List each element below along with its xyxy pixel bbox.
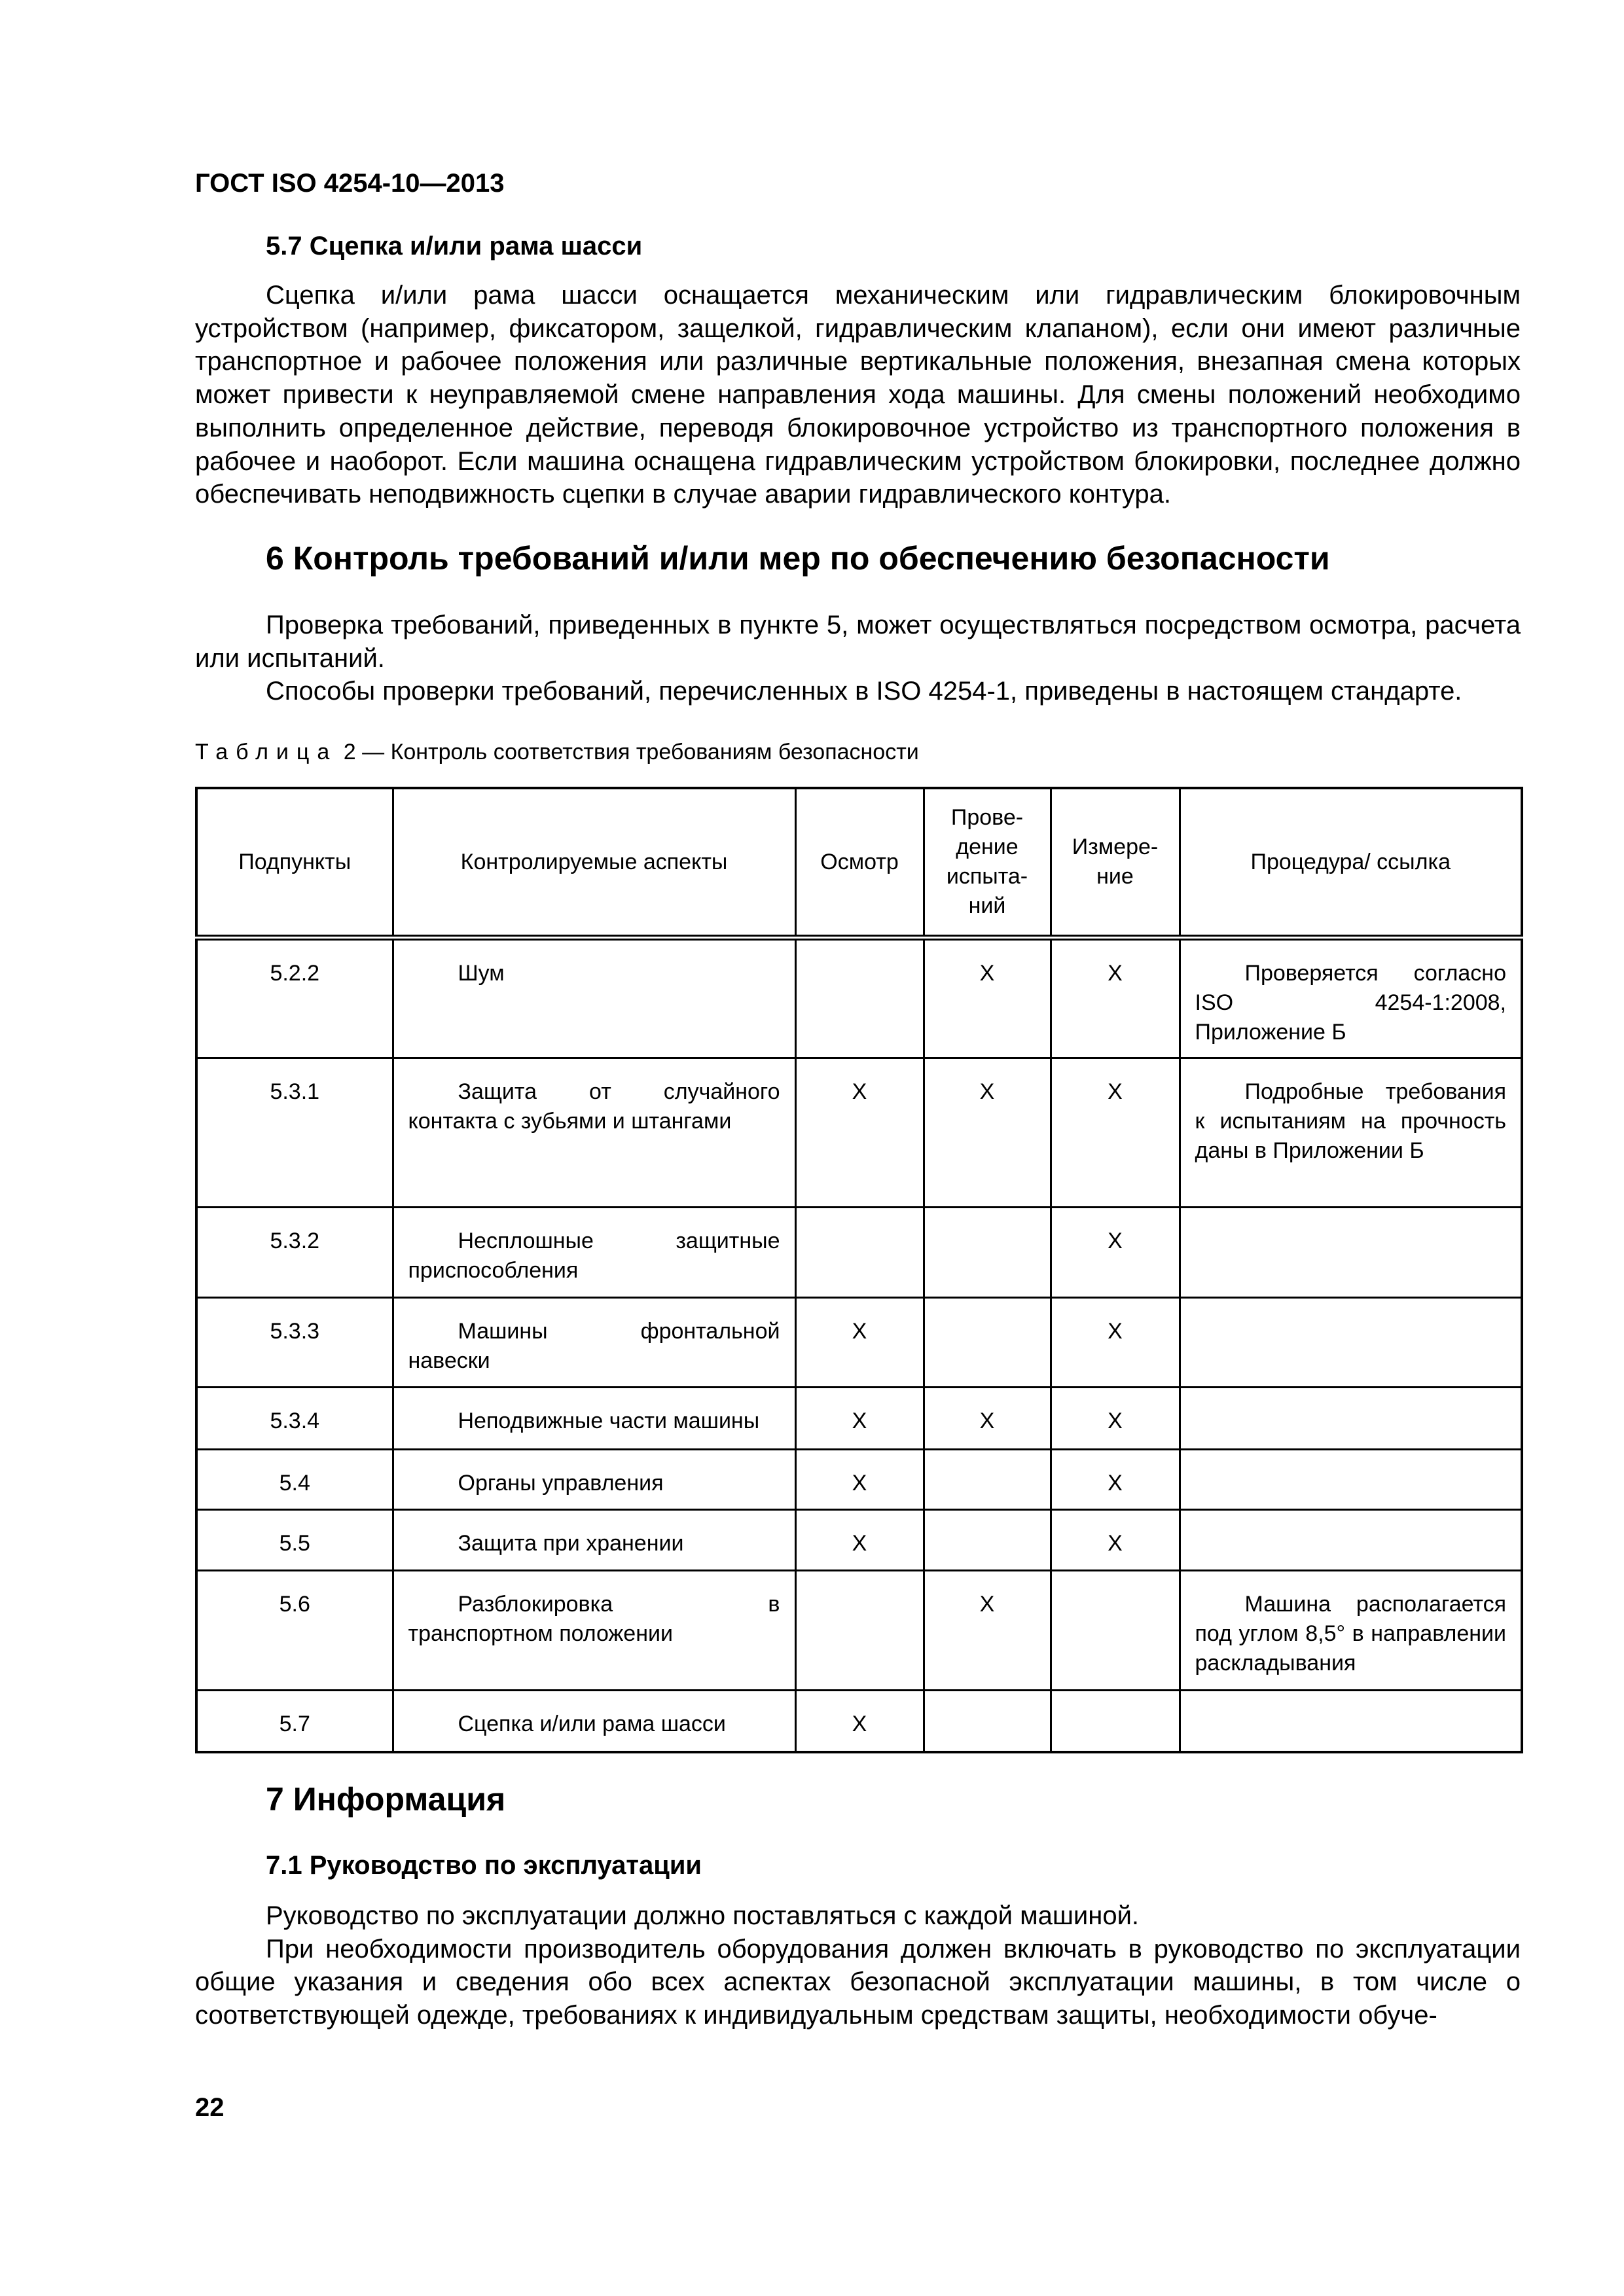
cell-text: Подробные требования к испытаниям на прочность даны в Приложении Б [1195, 1079, 1506, 1163]
caption-text: 2 — Контроль соответствия требованиям безопасности [343, 740, 919, 764]
cell-text: X [1108, 1531, 1123, 1556]
inspection-cell [795, 1510, 924, 1571]
test-cell [924, 938, 1051, 1058]
aspect-cell [393, 1298, 795, 1388]
test-cell [924, 1208, 1051, 1298]
cell-text: X [1108, 1408, 1123, 1433]
test-cell [924, 1571, 1051, 1691]
test-cell [924, 1298, 1051, 1388]
header-subclause: Подпункты [196, 788, 393, 938]
document-header: ГОСТ ISO 4254-10—2013 [195, 169, 505, 198]
aspect-cell [393, 1450, 795, 1510]
cell-text: Шум [458, 961, 505, 986]
section-7-1-title: 7.1 Руководство по эксплуатации [266, 1851, 702, 1880]
aspect-cell [393, 1388, 795, 1450]
header-aspects: Контролируемые аспекты [393, 788, 795, 938]
table-caption [195, 740, 919, 765]
inspection-cell [795, 1388, 924, 1450]
measurement-cell [1051, 1691, 1180, 1752]
cell-text: X [852, 1712, 867, 1736]
cell-text: X [1108, 1319, 1123, 1344]
cell-text: X [979, 961, 995, 986]
measurement-cell [1051, 1058, 1180, 1208]
header-test: Прове-дение испыта-ний [924, 788, 1051, 938]
cell-text: X [852, 1408, 867, 1433]
table-row [196, 1208, 1522, 1298]
cell-text: 5.5 [279, 1531, 310, 1556]
test-cell [924, 1691, 1051, 1752]
cell-text: X [979, 1592, 995, 1617]
section-5-7-text [195, 279, 1521, 511]
subclause-cell [196, 938, 393, 1058]
measurement-cell [1051, 1510, 1180, 1571]
cell-text: 5.2.2 [270, 961, 320, 986]
subclause-cell [196, 1058, 393, 1208]
paragraph: Руководство по эксплуатации должно поставляться с каждой машиной. [266, 1901, 1140, 1930]
inspection-cell [795, 1571, 924, 1691]
page-number: 22 [195, 2093, 225, 2122]
section-7-title: 7 Информация [266, 1781, 506, 1818]
cell-text: X [1108, 1471, 1123, 1496]
test-cell [924, 1388, 1051, 1450]
cell-text: X [852, 1471, 867, 1496]
procedure-cell [1180, 938, 1522, 1058]
procedure-cell [1180, 1571, 1522, 1691]
table-row [196, 1571, 1522, 1691]
inspection-cell [795, 938, 924, 1058]
procedure-cell [1180, 1298, 1522, 1388]
procedure-cell [1180, 1208, 1522, 1298]
table-row [196, 1691, 1522, 1752]
cell-text: 5.7 [279, 1712, 310, 1736]
cell-text: 5.3.1 [270, 1079, 320, 1104]
test-cell [924, 1450, 1051, 1510]
cell-text: 5.3.4 [270, 1408, 320, 1433]
inspection-cell [795, 1691, 924, 1752]
cell-text: X [852, 1531, 867, 1556]
subclause-cell [196, 1208, 393, 1298]
cell-text: Сцепка и/или рама шасси [458, 1712, 726, 1736]
aspect-cell [393, 1208, 795, 1298]
aspect-cell [393, 1691, 795, 1752]
procedure-cell [1180, 1058, 1522, 1208]
cell-text: X [852, 1079, 867, 1104]
caption-label: Таблица [195, 740, 338, 764]
cell-text: X [1108, 1229, 1123, 1253]
cell-text: 5.6 [279, 1592, 310, 1617]
aspect-cell [393, 1510, 795, 1571]
test-cell [924, 1058, 1051, 1208]
cell-text: Защита при хранении [458, 1531, 684, 1556]
safety-table [195, 787, 1523, 1753]
cell-text: Органы управления [458, 1471, 664, 1496]
cell-text: Несплошные защитные приспособления [408, 1229, 780, 1283]
cell-text: X [1108, 961, 1123, 986]
cell-text: Машины фронтальной навески [408, 1319, 780, 1373]
aspect-cell [393, 1571, 795, 1691]
table-row [196, 1450, 1522, 1510]
cell-text: Машина располагается под углом 8,5° в направлении раскладывания [1195, 1592, 1506, 1676]
cell-text: 5.3.3 [270, 1319, 320, 1344]
measurement-cell [1051, 1388, 1180, 1450]
section-7-1-text [195, 1899, 1521, 2032]
cell-text: Неподвижные части машины [458, 1408, 760, 1433]
cell-text: X [979, 1079, 995, 1104]
table-row [196, 1298, 1522, 1388]
cell-text: Разблокировка в транспортном положении [408, 1592, 780, 1646]
measurement-cell [1051, 1450, 1180, 1510]
paragraph: Способы проверки требований, перечисленных в ISO 4254-1, приведены в настоящем стандарте. [266, 677, 1462, 706]
subclause-cell [196, 1510, 393, 1571]
aspect-cell [393, 1058, 795, 1208]
measurement-cell [1051, 1208, 1180, 1298]
table-row [196, 1058, 1522, 1208]
section-5-7-title: 5.7 Сцепка и/или рама шасси [266, 232, 643, 260]
paragraph: При необходимости производитель оборудования должен включать в руководство по эксплуатации общие указания и сведения обо всех аспектах безопасной эксплуатации машины, в том числе о соответствующей одежде, требованиях к индивидуальным средствам защиты, необходимости обуче- [195, 1934, 1521, 2030]
inspection-cell [795, 1058, 924, 1208]
subclause-cell [196, 1298, 393, 1388]
paragraph: Сцепка и/или рама шасси оснащается механическим или гидравлическим блокировочным устройством (например, фиксатором, защелкой, гидравлическим клапаном), если они имеют различные транспортное и рабочее положения или различные вертикальные положения, внезапная смена которых может привести к неуправляемой смене направления хода машины. Для смены положений необходимо выполнить определенное действие, переводя блокировочное устройство из транспортного положения в рабочее и наоборот. Если машина оснащена гидравлическим устройством блокировки, последнее должно обеспечивать неподвижность сцепки в случае аварии гидравлического контура. [195, 281, 1521, 509]
inspection-cell [795, 1298, 924, 1388]
measurement-cell [1051, 938, 1180, 1058]
table-header-row [196, 788, 1522, 938]
cell-text: X [979, 1408, 995, 1433]
cell-text: 5.3.2 [270, 1229, 320, 1253]
subclause-cell [196, 1450, 393, 1510]
measurement-cell [1051, 1571, 1180, 1691]
inspection-cell [795, 1208, 924, 1298]
header-inspection: Осмотр [795, 788, 924, 938]
subclause-cell [196, 1388, 393, 1450]
measurement-cell [1051, 1298, 1180, 1388]
subclause-cell [196, 1571, 393, 1691]
section-6-text [195, 609, 1521, 708]
cell-text: 5.4 [279, 1471, 310, 1496]
test-cell [924, 1510, 1051, 1571]
cell-text: X [1108, 1079, 1123, 1104]
procedure-cell [1180, 1691, 1522, 1752]
procedure-cell [1180, 1450, 1522, 1510]
header-procedure: Процедура/ ссылка [1180, 788, 1522, 938]
cell-text: Защита от случайного контакта с зубьями и штангами [408, 1079, 780, 1134]
cell-text: Проверяется согласно ISO 4254-1:2008, Приложение Б [1195, 961, 1506, 1045]
table-row [196, 938, 1522, 1058]
procedure-cell [1180, 1388, 1522, 1450]
header-measurement: Измере-ние [1051, 788, 1180, 938]
section-6-title: 6 Контроль требований и/или мер по обеспечению безопасности [266, 540, 1330, 577]
subclause-cell [196, 1691, 393, 1752]
aspect-cell [393, 938, 795, 1058]
cell-text: X [852, 1319, 867, 1344]
table-row [196, 1510, 1522, 1571]
paragraph: Проверка требований, приведенных в пункте 5, может осуществляться посредством осмотра, расчета или испытаний. [195, 611, 1521, 673]
table-row [196, 1388, 1522, 1450]
inspection-cell [795, 1450, 924, 1510]
procedure-cell [1180, 1510, 1522, 1571]
